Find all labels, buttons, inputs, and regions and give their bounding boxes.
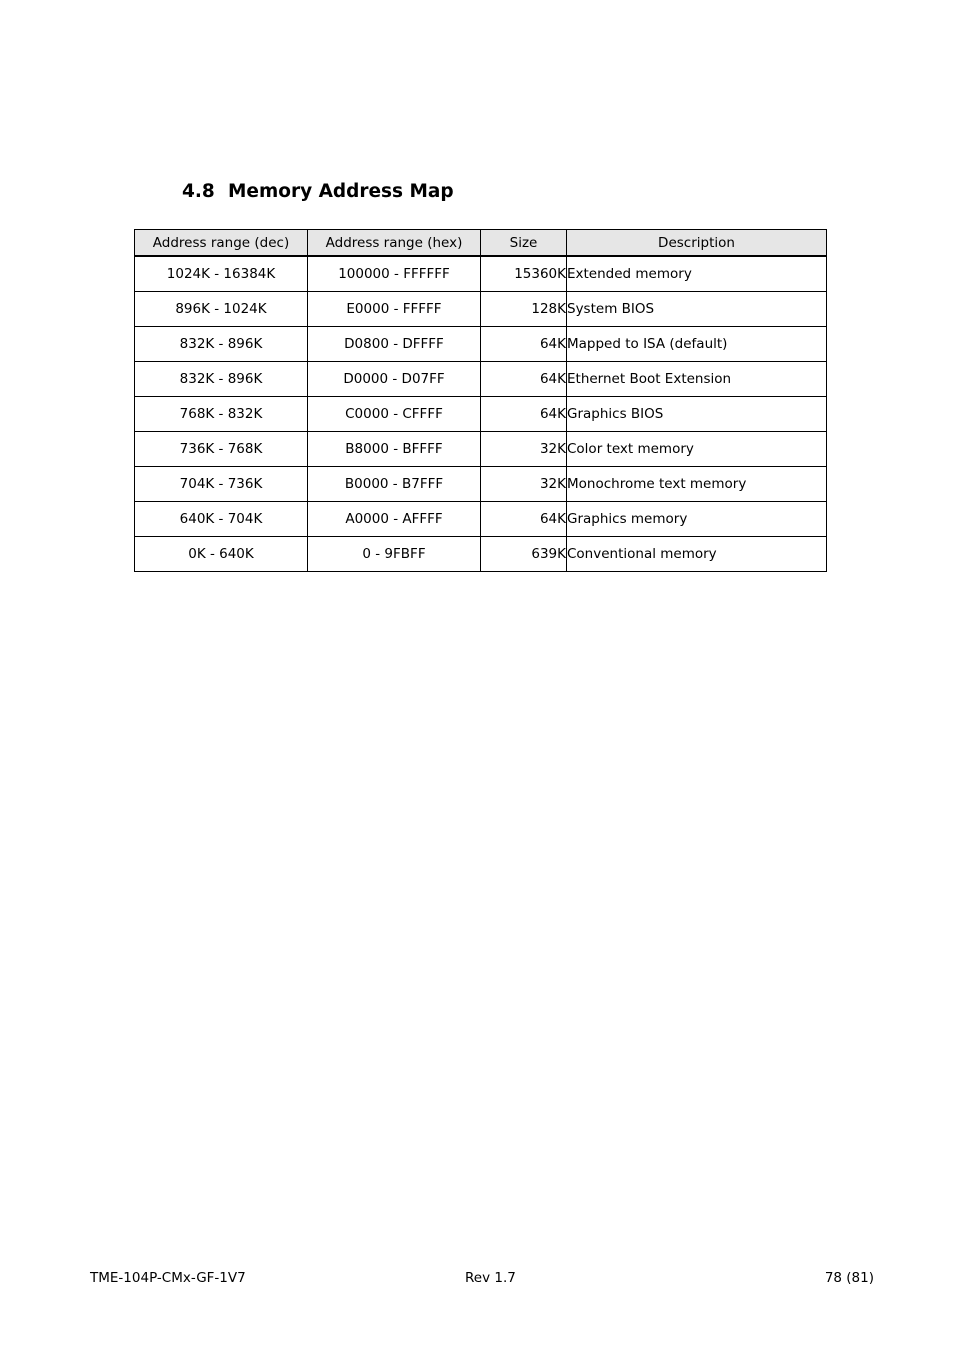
header-address-dec: Address range (dec) — [135, 230, 308, 257]
cell-size: 128K — [481, 292, 567, 327]
cell-address-hex: B0000 - B7FFF — [308, 467, 481, 502]
table-row — [135, 537, 827, 572]
cell-address-hex: D0000 - D07FF — [308, 362, 481, 397]
table-row — [135, 502, 827, 537]
header-description: Description — [567, 230, 827, 257]
table-header-row — [135, 230, 827, 257]
cell-address-dec: 0K - 640K — [135, 537, 308, 572]
section-heading — [182, 181, 454, 202]
section-number: 4.8 — [182, 181, 215, 202]
cell-description: Monochrome text memory — [567, 467, 827, 502]
cell-address-hex: E0000 - FFFFF — [308, 292, 481, 327]
cell-description: Graphics BIOS — [567, 397, 827, 432]
footer-revision: Rev 1.7 — [465, 1270, 516, 1286]
cell-address-dec: 640K - 704K — [135, 502, 308, 537]
cell-description: Color text memory — [567, 432, 827, 467]
table-row — [135, 397, 827, 432]
cell-address-hex: D0800 - DFFFF — [308, 327, 481, 362]
cell-address-dec: 736K - 768K — [135, 432, 308, 467]
cell-size: 64K — [481, 397, 567, 432]
cell-size: 64K — [481, 362, 567, 397]
cell-description: Graphics memory — [567, 502, 827, 537]
cell-size: 32K — [481, 432, 567, 467]
cell-address-hex: 100000 - FFFFFF — [308, 256, 481, 292]
table-row — [135, 467, 827, 502]
table-row — [135, 432, 827, 467]
header-size: Size — [481, 230, 567, 257]
cell-address-dec: 896K - 1024K — [135, 292, 308, 327]
footer-page-number: 78 (81) — [824, 1270, 874, 1286]
header-address-hex: Address range (hex) — [308, 230, 481, 257]
cell-size: 64K — [481, 327, 567, 362]
cell-size: 32K — [481, 467, 567, 502]
table-row — [135, 327, 827, 362]
cell-size: 64K — [481, 502, 567, 537]
cell-address-dec: 768K - 832K — [135, 397, 308, 432]
cell-description: System BIOS — [567, 292, 827, 327]
cell-description: Mapped to ISA (default) — [567, 327, 827, 362]
table-row — [135, 362, 827, 397]
cell-address-dec: 704K - 736K — [135, 467, 308, 502]
cell-address-hex: B8000 - BFFFF — [308, 432, 481, 467]
section-title: Memory Address Map — [228, 181, 454, 202]
cell-size: 639K — [481, 537, 567, 572]
cell-address-hex: C0000 - CFFFF — [308, 397, 481, 432]
memory-address-table — [134, 229, 827, 572]
cell-description: Conventional memory — [567, 537, 827, 572]
cell-address-hex: A0000 - AFFFF — [308, 502, 481, 537]
cell-description: Extended memory — [567, 256, 827, 292]
table-row — [135, 292, 827, 327]
cell-description: Ethernet Boot Extension — [567, 362, 827, 397]
cell-address-hex: 0 - 9FBFF — [308, 537, 481, 572]
cell-address-dec: 832K - 896K — [135, 327, 308, 362]
table-row — [135, 256, 827, 292]
cell-address-dec: 1024K - 16384K — [135, 256, 308, 292]
cell-address-dec: 832K - 896K — [135, 362, 308, 397]
cell-size: 15360K — [481, 256, 567, 292]
footer-document-id: TME-104P-CMx-GF-1V7 — [90, 1270, 246, 1286]
